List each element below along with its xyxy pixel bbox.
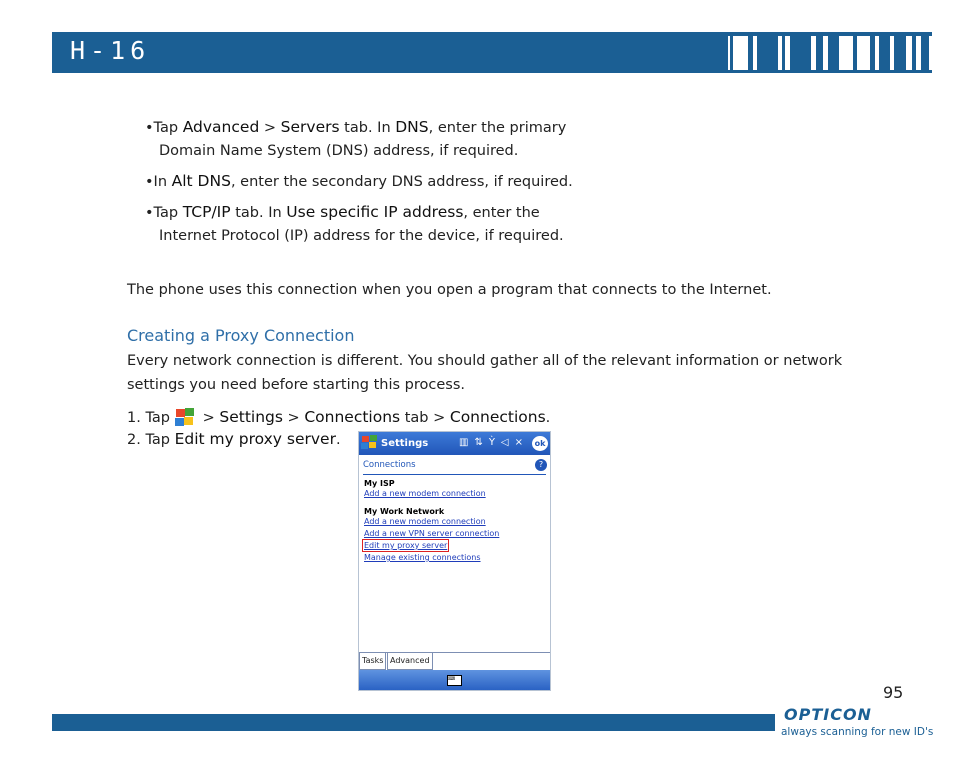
keyboard-icon[interactable]: ⌨ xyxy=(447,675,462,686)
paragraph-connection-usage: The phone uses this connection when you open a program that connects to the Internet. xyxy=(127,282,772,298)
step-sep: > xyxy=(198,410,220,426)
device-section-title: Connections xyxy=(363,460,416,470)
text: •Tap xyxy=(145,205,183,221)
device-title: Settings xyxy=(381,438,429,449)
step-kw-connections: Connections xyxy=(304,408,401,426)
text: •Tap xyxy=(145,120,183,136)
group-my-work-network: My Work Network xyxy=(364,507,445,516)
keyword: Servers xyxy=(280,118,340,136)
section-heading: Creating a Proxy Connection xyxy=(127,326,355,345)
text: •In xyxy=(145,174,172,190)
link-manage-connections[interactable]: Manage existing connections xyxy=(364,553,481,562)
bullet-line-2: Internet Protocol (IP) address for the device, if required. xyxy=(159,228,564,244)
start-menu-icon[interactable] xyxy=(361,435,377,451)
step-kw-settings: Settings xyxy=(219,408,283,426)
device-menu-bar xyxy=(359,670,550,690)
text: , enter the primary xyxy=(428,120,567,136)
step-sep: tab > xyxy=(400,410,450,426)
link-edit-proxy[interactable]: Edit my proxy server xyxy=(364,541,448,550)
opticon-logo: OPTICON xyxy=(784,705,872,724)
keyword: Use specific IP address xyxy=(286,203,464,221)
bullet-line xyxy=(145,120,566,136)
start-menu-icon xyxy=(174,408,194,426)
step-2 xyxy=(127,429,341,450)
link-add-vpn[interactable]: Add a new VPN server connection xyxy=(364,529,500,538)
text: , enter the xyxy=(463,205,540,221)
paragraph-intro-line2: settings you need before starting this process. xyxy=(127,377,466,393)
barcode-graphic xyxy=(728,36,932,70)
page-number: 95 xyxy=(883,683,904,702)
help-icon[interactable]: ? xyxy=(535,459,547,471)
keyword: TCP/IP xyxy=(182,203,231,221)
ok-button[interactable]: ok xyxy=(532,436,548,451)
link-add-modem-isp[interactable]: Add a new modem connection xyxy=(364,489,486,498)
text: , enter the secondary DNS address, if required. xyxy=(230,174,573,190)
step-end: . xyxy=(545,410,551,426)
step-text: 2. Tap xyxy=(127,432,175,448)
text: tab. In xyxy=(230,205,287,221)
keyword: Advanced xyxy=(182,118,260,136)
group-my-isp: My ISP xyxy=(364,479,395,488)
device-tab-strip xyxy=(359,652,550,670)
paragraph-intro-line1: Every network connection is different. You should gather all of the relevant information or network xyxy=(127,353,843,369)
tab-advanced[interactable]: Advanced xyxy=(387,653,433,670)
bullet-line xyxy=(145,205,540,221)
bullet-tcpip xyxy=(145,201,615,248)
step-kw-connections-2: Connections xyxy=(449,408,546,426)
link-add-modem-work[interactable]: Add a new modem connection xyxy=(364,517,486,526)
device-screenshot xyxy=(358,431,551,691)
tagline: always scanning for new ID's xyxy=(781,726,934,738)
step-end: . xyxy=(335,432,341,448)
bullet-line-2: Domain Name System (DNS) address, if required. xyxy=(159,143,519,159)
step-text: 1. Tap xyxy=(127,410,170,426)
bullet-alt-dns xyxy=(145,170,615,194)
keyword: Alt DNS xyxy=(171,172,231,190)
step-sep: > xyxy=(282,410,305,426)
device-title-bar xyxy=(359,432,550,455)
text: tab. In xyxy=(339,120,396,136)
keyword: DNS xyxy=(395,118,429,136)
tab-tasks[interactable]: Tasks xyxy=(359,653,386,670)
step-1 xyxy=(127,407,550,428)
footer-bar xyxy=(52,714,775,731)
text: > xyxy=(259,120,281,136)
divider xyxy=(363,474,546,475)
header-title: H-16 xyxy=(70,36,151,65)
bullet-line xyxy=(145,174,573,190)
bullet-servers xyxy=(145,116,615,163)
status-icons: ▥⇅Ỳ◁× xyxy=(459,437,530,448)
step-kw-edit-proxy: Edit my proxy server xyxy=(174,430,336,448)
